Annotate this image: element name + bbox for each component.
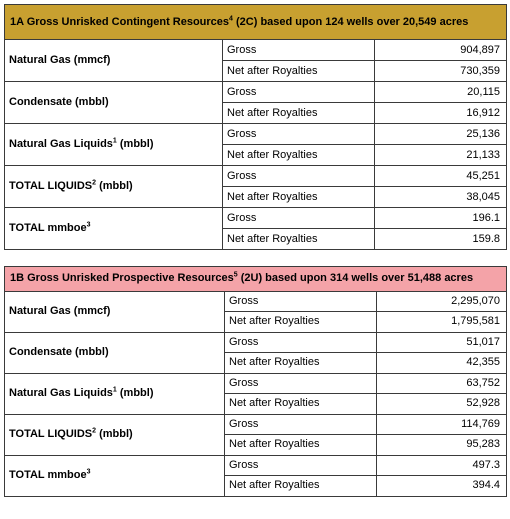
value-net: 38,045 [375, 187, 507, 208]
metric-net: Net after Royalties [225, 435, 377, 456]
resource-label: Natural Gas (mmcf) [5, 291, 225, 332]
prospective-resources-table [4, 266, 507, 497]
value-gross: 25,136 [375, 124, 507, 145]
resource-label: TOTAL mmboe$^3$ [5, 455, 225, 496]
contingent-resources-table [4, 4, 507, 250]
metric-net: Net after Royalties [223, 229, 375, 250]
resource-label: Natural Gas (mmcf) [5, 40, 223, 82]
table-row [5, 208, 507, 229]
value-gross: 51,017 [377, 332, 507, 353]
table-header-row [5, 5, 507, 40]
value-gross: 63,752 [377, 373, 507, 394]
metric-gross: Gross [223, 124, 375, 145]
resource-label: Condensate (mbbl) [5, 332, 225, 373]
table-header-row [5, 267, 507, 292]
table-row [5, 373, 507, 394]
value-gross: 497.3 [377, 455, 507, 476]
metric-gross: Gross [223, 82, 375, 103]
metric-gross: Gross [225, 455, 377, 476]
metric-net: Net after Royalties [223, 187, 375, 208]
resource-label: Condensate (mbbl) [5, 82, 223, 124]
table-row [5, 166, 507, 187]
metric-gross: Gross [225, 414, 377, 435]
metric-gross: Gross [223, 40, 375, 61]
table-title: 1B Gross Unrisked Prospective Resources$^5$ (2U) based upon 314 wells over 51,488 acres [5, 267, 507, 292]
table-row [5, 455, 507, 476]
resource-label: TOTAL LIQUIDS$^2$ (mbbl) [5, 166, 223, 208]
metric-gross: Gross [223, 166, 375, 187]
value-net: 1,795,581 [377, 312, 507, 333]
metric-gross: Gross [225, 332, 377, 353]
value-gross: 20,115 [375, 82, 507, 103]
value-net: 730,359 [375, 61, 507, 82]
metric-net: Net after Royalties [225, 312, 377, 333]
resource-label: Natural Gas Liquids$^1$ (mbbl) [5, 373, 225, 414]
value-net: 16,912 [375, 103, 507, 124]
resource-label: TOTAL mmboe$^3$ [5, 208, 223, 250]
value-gross: 114,769 [377, 414, 507, 435]
value-net: 42,355 [377, 353, 507, 374]
table-row [5, 82, 507, 103]
table-row [5, 40, 507, 61]
metric-net: Net after Royalties [223, 145, 375, 166]
table-row [5, 414, 507, 435]
value-net: 95,283 [377, 435, 507, 456]
resource-label: TOTAL LIQUIDS$^2$ (mbbl) [5, 414, 225, 455]
metric-net: Net after Royalties [223, 103, 375, 124]
metric-net: Net after Royalties [225, 394, 377, 415]
value-gross: 2,295,070 [377, 291, 507, 312]
metric-gross: Gross [225, 373, 377, 394]
resource-label: Natural Gas Liquids$^1$ (mbbl) [5, 124, 223, 166]
value-net: 159.8 [375, 229, 507, 250]
metric-net: Net after Royalties [225, 353, 377, 374]
metric-net: Net after Royalties [223, 61, 375, 82]
table-row [5, 124, 507, 145]
value-gross: 45,251 [375, 166, 507, 187]
value-net: 52,928 [377, 394, 507, 415]
table-title: 1A Gross Unrisked Contingent Resources$^4$ (2C) based upon 124 wells over 20,549 acres [5, 5, 507, 40]
value-gross: 196.1 [375, 208, 507, 229]
metric-gross: Gross [223, 208, 375, 229]
metric-net: Net after Royalties [225, 476, 377, 497]
table-row [5, 291, 507, 312]
value-net: 21,133 [375, 145, 507, 166]
metric-gross: Gross [225, 291, 377, 312]
value-net: 394.4 [377, 476, 507, 497]
value-gross: 904,897 [375, 40, 507, 61]
table-row [5, 332, 507, 353]
